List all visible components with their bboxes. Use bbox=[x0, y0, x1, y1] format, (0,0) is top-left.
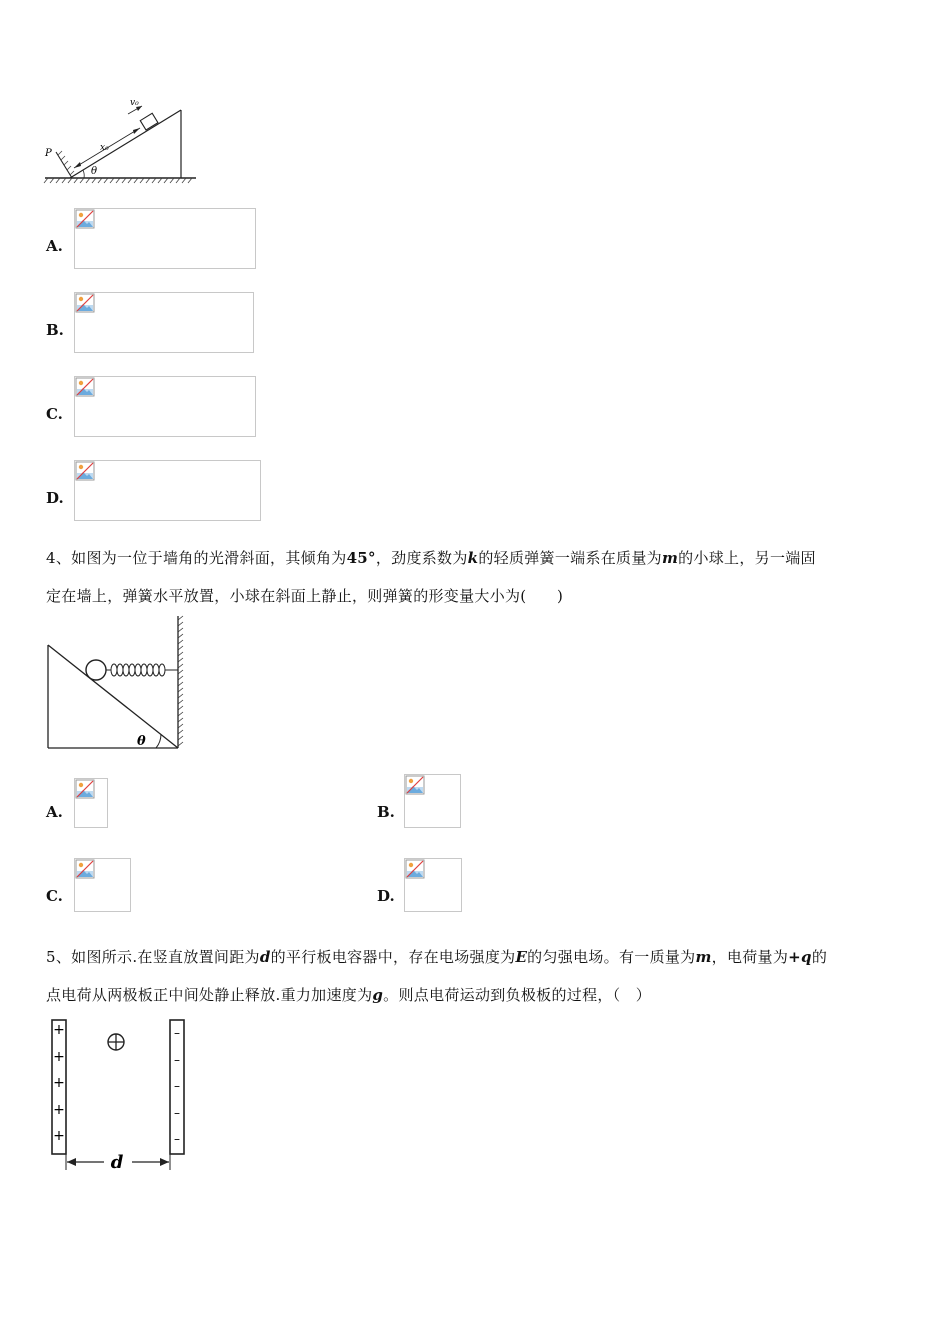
q5-var-q: +q bbox=[788, 948, 812, 966]
x0-label: x₀ bbox=[100, 143, 109, 153]
theta-label: θ bbox=[137, 734, 146, 749]
minus-sign: – bbox=[174, 1079, 180, 1093]
plus-sign: + bbox=[53, 1128, 65, 1144]
broken-image-icon bbox=[405, 775, 425, 795]
q5-var-d: d bbox=[259, 948, 271, 966]
spring-incline-figure bbox=[44, 612, 189, 754]
minus-sign: – bbox=[174, 1106, 180, 1120]
question-4-line-2: 定在墙上，弹簧水平放置，小球在斜面上静止，则弹簧的形变量大小为( ) bbox=[46, 587, 564, 605]
q5-var-e: E bbox=[515, 948, 528, 966]
broken-image-icon bbox=[75, 293, 95, 313]
q5-text: 。则点电荷运动到负极板的过程，（ ） bbox=[383, 986, 652, 1004]
question-4-line-1 bbox=[46, 547, 816, 568]
q4-var-m: m bbox=[661, 549, 679, 567]
q5-text: 的平行板电容器中，存在电场强度为 bbox=[270, 948, 516, 966]
q5-text: 的匀强电场。有一质量为 bbox=[527, 948, 696, 966]
option-b-label: B. bbox=[46, 321, 64, 339]
minus-sign: – bbox=[174, 1026, 180, 1040]
option-c-label: C. bbox=[46, 405, 63, 423]
option-b-image bbox=[74, 292, 254, 353]
minus-sign: – bbox=[174, 1053, 180, 1067]
positive-charge-icon bbox=[108, 1034, 124, 1050]
broken-image-icon bbox=[75, 859, 95, 879]
option-c-image bbox=[74, 376, 256, 437]
incline-block-figure bbox=[40, 90, 205, 190]
plus-sign: + bbox=[53, 1049, 65, 1065]
distance-d-label: d bbox=[110, 1152, 124, 1173]
option-d-image bbox=[74, 460, 261, 521]
option-d-label: D. bbox=[46, 489, 64, 507]
q4-angle: 45° bbox=[346, 549, 376, 567]
broken-image-icon bbox=[405, 859, 425, 879]
plus-sign: + bbox=[53, 1075, 65, 1091]
q4-option-b-label: B. bbox=[377, 803, 395, 821]
p-label: P bbox=[45, 148, 52, 159]
option-a-label: A. bbox=[46, 237, 63, 255]
q5-text: 如图所示.在竖直放置间距为 bbox=[71, 948, 260, 966]
minus-sign: – bbox=[174, 1132, 180, 1146]
option-a-image bbox=[74, 208, 256, 269]
q4-text: ，劲度系数为 bbox=[375, 549, 468, 567]
theta-label: θ bbox=[91, 166, 98, 177]
broken-image-icon bbox=[75, 377, 95, 397]
q4-option-a-label: A. bbox=[46, 803, 63, 821]
q5-text: ，电荷量为 bbox=[711, 948, 789, 966]
plus-sign: + bbox=[53, 1102, 65, 1118]
plus-sign: + bbox=[53, 1022, 65, 1038]
broken-image-icon bbox=[75, 779, 95, 799]
broken-image-icon bbox=[75, 461, 95, 481]
capacitor-figure bbox=[44, 1014, 194, 1176]
q4-text: 的轻质弹簧一端系在质量为 bbox=[478, 549, 662, 567]
q4-option-b-image bbox=[404, 774, 461, 828]
q4-var-k: k bbox=[467, 549, 479, 567]
q5-text: 的 bbox=[811, 948, 828, 966]
v0-label: v₀ bbox=[130, 98, 139, 108]
question-5-line-2 bbox=[46, 984, 651, 1005]
question-4-number: 4、 bbox=[46, 549, 72, 567]
question-5-line-1 bbox=[46, 946, 827, 967]
q4-option-a-image bbox=[74, 778, 108, 828]
q4-text: 如图为一位于墙角的光滑斜面，其倾角为 bbox=[71, 549, 347, 567]
q4-option-d-label: D. bbox=[377, 887, 395, 905]
q5-text: 点电荷从两极板正中间处静止释放.重力加速度为 bbox=[46, 986, 373, 1004]
q4-option-c-label: C. bbox=[46, 887, 63, 905]
q4-option-c-image bbox=[74, 858, 131, 912]
broken-image-icon bbox=[75, 209, 95, 229]
q5-var-g: g bbox=[372, 986, 384, 1004]
question-5-number: 5、 bbox=[46, 948, 72, 966]
q4-text: 的小球上，另一端固 bbox=[678, 549, 816, 567]
q4-option-d-image bbox=[404, 858, 462, 912]
q5-var-m: m bbox=[695, 948, 712, 966]
